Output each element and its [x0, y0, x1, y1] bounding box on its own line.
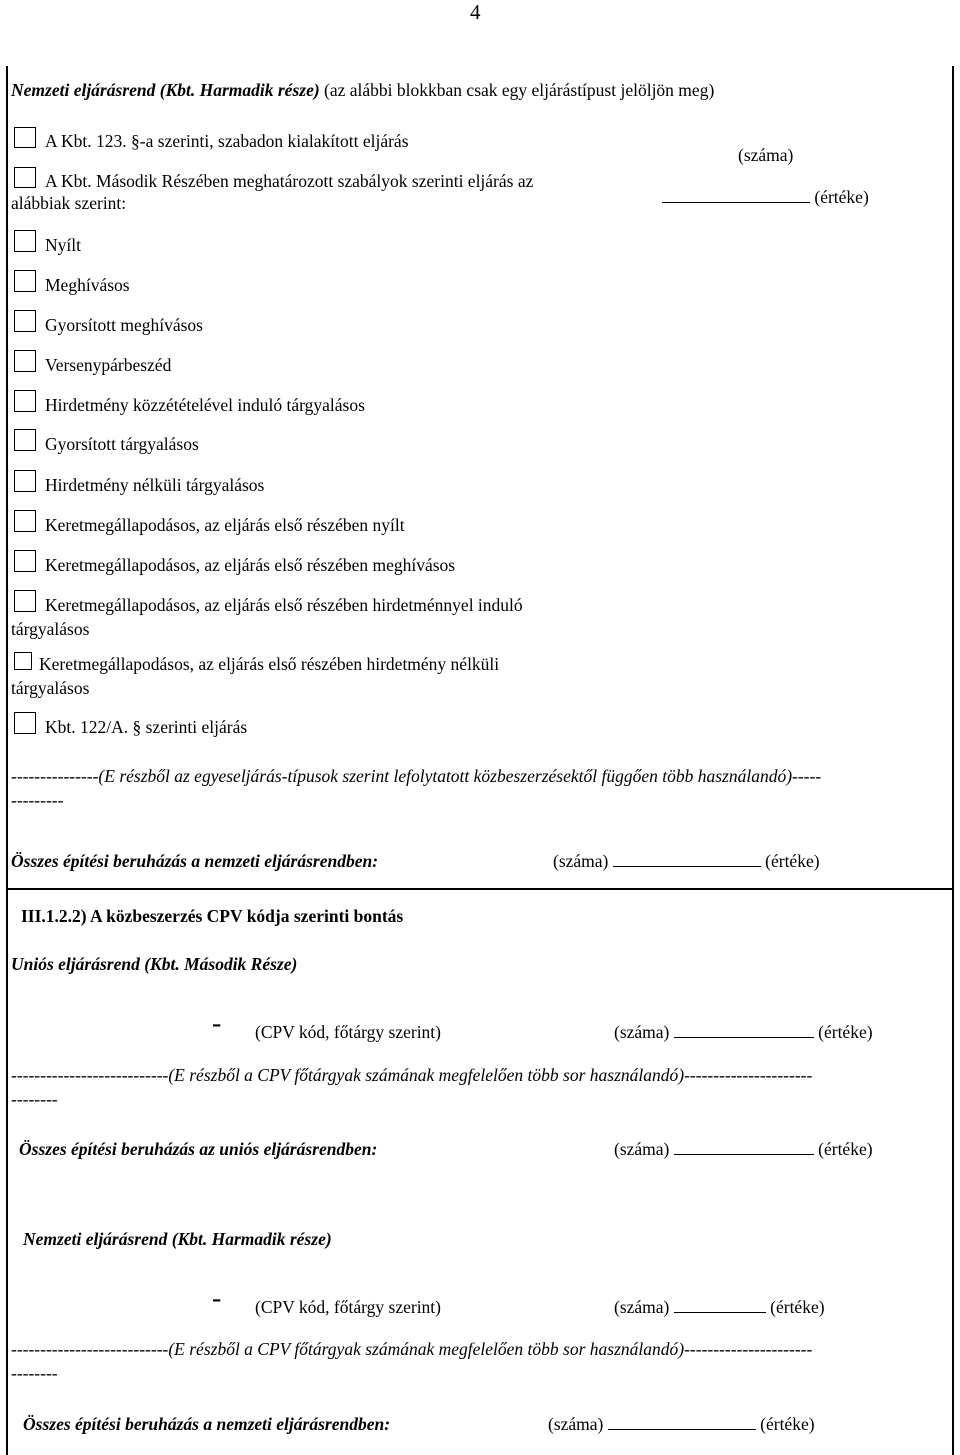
value-blank[interactable] — [674, 1298, 766, 1313]
value-label: (értéke) — [770, 1297, 825, 1317]
count-label: (száma) — [548, 1414, 604, 1434]
procedure-label: Keretmegállapodásos, az eljárás első részében meghívásos — [45, 555, 456, 575]
value-label: (értéke) — [818, 1022, 873, 1042]
note-dashes-tail: ---------------------- — [684, 1339, 813, 1359]
count-label: (száma) — [614, 1139, 670, 1159]
procedure-label: Gyorsított meghívásos — [45, 315, 203, 335]
procedure-checkbox-nyilt[interactable] — [14, 230, 36, 252]
eu-procedure-header: Uniós eljárásrend (Kbt. Második Része) — [11, 954, 298, 974]
procedure-checkbox-gyorsitott-targyalasos[interactable] — [14, 429, 36, 451]
total-eu-label: Összes építési beruházás az uniós eljárásrendben: — [19, 1139, 378, 1159]
cpv-dash: - — [212, 1283, 222, 1314]
kbt123-checkbox[interactable] — [14, 127, 36, 148]
procedure-label: Meghívásos — [45, 275, 130, 295]
cpv-row-eu-fields — [614, 1022, 873, 1042]
note-dashes-tail: ----- — [792, 766, 822, 786]
count-label: (száma) — [614, 1022, 670, 1042]
procedure-checkbox-hirdetmeny-targyalasos[interactable] — [14, 390, 36, 412]
kbt122a-label: Kbt. 122/A. § szerinti eljárás — [45, 717, 248, 737]
section-title: III.1.2.2) A közbeszerzés CPV kódja szerinti bontás — [21, 906, 404, 926]
note-dashes: --------------------------- — [11, 1065, 169, 1085]
cpv-label: (CPV kód, főtárgy szerint) — [255, 1022, 441, 1042]
kbt-masodik-checkbox[interactable] — [14, 167, 36, 188]
cpv-dash: - — [212, 1008, 222, 1039]
procedure-label: Hirdetmény nélküli tárgyalásos — [45, 475, 265, 495]
procedure-label: Keretmegállapodásos, az eljárás első részében nyílt — [45, 515, 405, 535]
cpv-row-national-fields — [614, 1297, 825, 1317]
kbt-masodik-label-line2: alábbiak szerint: — [11, 193, 127, 213]
national-header-title: Nemzeti eljárásrend (Kbt. Harmadik része) — [11, 80, 320, 100]
value-label-top: (értéke) — [814, 187, 869, 207]
kbt123-label: A Kbt. 123. §-a szerinti, szabadon kialakított eljárás — [45, 131, 409, 151]
procedure-label-line1: Keretmegállapodásos, az eljárás első részében hirdetmény nélküli — [39, 654, 500, 674]
procedure-label-line1: Keretmegállapodásos, az eljárás első részében hirdetménnyel induló — [45, 595, 523, 615]
procedure-checkbox-meghivasos[interactable] — [14, 270, 36, 292]
procedure-checkbox-keret-hirdetmennyel[interactable] — [14, 590, 36, 612]
count-label-top: (száma) — [738, 145, 794, 165]
frame-left-border — [6, 66, 8, 1455]
procedure-checkbox-keret-hirdetmeny-nelkuli[interactable] — [14, 652, 32, 670]
note-dashes-line2: -------- — [11, 1363, 58, 1383]
count-label: (száma) — [553, 851, 609, 871]
procedure-label-line2: tárgyalásos — [11, 678, 90, 698]
procedure-label: Gyorsított tárgyalásos — [45, 434, 199, 454]
total-national-label-2: Összes építési beruházás a nemzeti eljárásrendben: — [23, 1414, 391, 1434]
cpv-usage-note-eu — [11, 1065, 812, 1085]
kbt122a-checkbox[interactable] — [14, 712, 36, 734]
note-text: (E részből a CPV főtárgyak számának megfelelően több sor használandó) — [168, 1065, 685, 1085]
procedure-label: Versenypárbeszéd — [45, 355, 172, 375]
note-dashes-line2: --------- — [11, 790, 64, 810]
note-dashes-line2: -------- — [11, 1089, 58, 1109]
count-label: (száma) — [614, 1297, 670, 1317]
note-dashes-tail: ---------------------- — [684, 1065, 813, 1085]
cpv-usage-note-national — [11, 1339, 812, 1359]
note-dashes: --------------------------- — [11, 1339, 169, 1359]
kbt-masodik-label-line1: A Kbt. Második Részében meghatározott szabályok szerinti eljárás az — [45, 171, 534, 191]
procedure-checkbox-versenyparbeszed[interactable] — [14, 350, 36, 372]
total-national-fields-2 — [548, 1414, 815, 1434]
cpv-label: (CPV kód, főtárgy szerint) — [255, 1297, 441, 1317]
procedure-label: Nyílt — [45, 235, 81, 255]
value-label: (értéke) — [760, 1414, 815, 1434]
national-procedure-header-2: Nemzeti eljárásrend (Kbt. Harmadik része) — [23, 1229, 332, 1249]
procedure-label-line2: tárgyalásos — [11, 619, 90, 639]
total-national-fields — [553, 851, 820, 871]
value-label: (értéke) — [765, 851, 820, 871]
note-text: (E részből az egyeseljárás-típusok szerint lefolytatott közbeszerzésektől függően több használandó) — [98, 766, 793, 786]
cpv-row-national — [255, 1297, 441, 1317]
note-dashes: --------------- — [11, 766, 99, 786]
total-national-label: Összes építési beruházás a nemzeti eljárásrendben: — [11, 851, 379, 871]
page-number: 4 — [470, 0, 481, 24]
value-blank[interactable] — [674, 1140, 814, 1155]
value-blank[interactable] — [613, 852, 761, 867]
value-blank[interactable] — [674, 1023, 814, 1038]
value-field-top — [662, 187, 869, 207]
procedure-usage-note — [11, 766, 821, 786]
procedure-checkbox-gyorsitott-meghivasos[interactable] — [14, 310, 36, 332]
note-text: (E részből a CPV főtárgyak számának megfelelően több sor használandó) — [168, 1339, 685, 1359]
national-procedure-header — [11, 80, 714, 100]
total-eu-fields — [614, 1139, 873, 1159]
procedure-checkbox-hirdetmeny-nelkuli[interactable] — [14, 470, 36, 492]
procedure-label: Hirdetmény közzétételével induló tárgyalásos — [45, 395, 365, 415]
frame-right-border — [952, 66, 954, 1455]
national-header-note: (az alábbi blokkban csak egy eljárástípust jelöljön meg) — [324, 80, 715, 100]
section-divider — [6, 888, 954, 890]
value-blank-top[interactable] — [662, 188, 810, 203]
value-label: (értéke) — [818, 1139, 873, 1159]
value-blank[interactable] — [608, 1415, 756, 1430]
cpv-row-eu — [255, 1022, 441, 1042]
procedure-checkbox-keret-nyilt[interactable] — [14, 510, 36, 532]
procedure-checkbox-keret-meghivasos[interactable] — [14, 550, 36, 572]
